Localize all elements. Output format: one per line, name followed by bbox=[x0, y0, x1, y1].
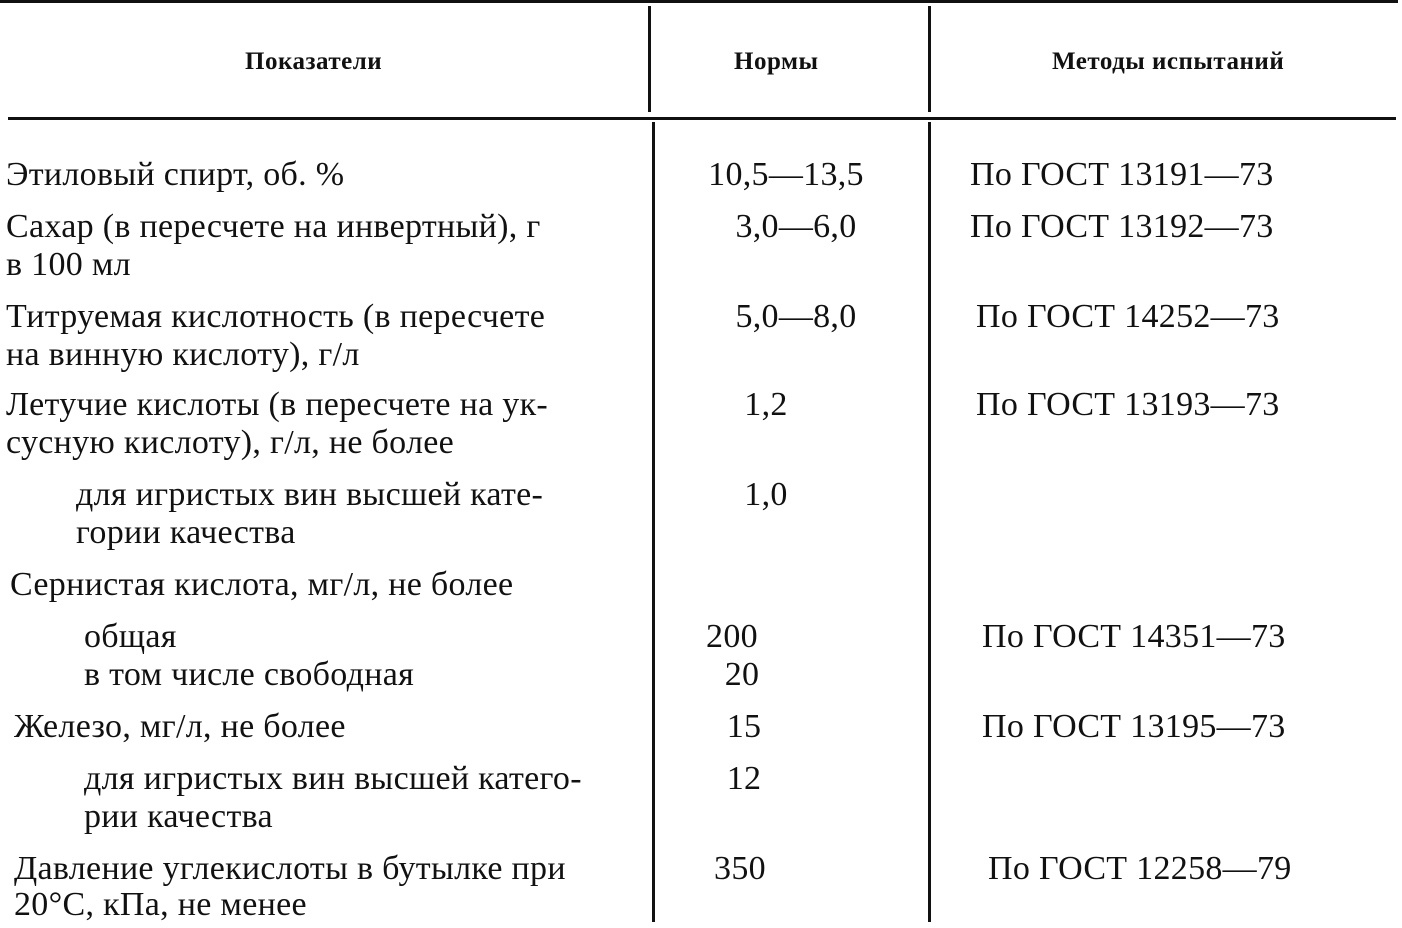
row-1-norm: 3,0—6,0 bbox=[735, 208, 857, 245]
row-0-indicator-line-1: Этиловый спирт, об. % bbox=[6, 156, 345, 193]
row-4-norm: 1,0 bbox=[744, 476, 788, 513]
header-norms: Нормы bbox=[734, 48, 819, 75]
row-5-indicator-line-1: Сернистая кислота, мг/л, не более bbox=[10, 566, 514, 603]
row-8-indicator-line-1: Железо, мг/л, не более bbox=[14, 708, 346, 745]
row-6-method: По ГОСТ 14351—73 bbox=[982, 618, 1286, 655]
row-9-indicator-line-2: рии качества bbox=[84, 798, 273, 835]
column-divider-2 bbox=[928, 122, 931, 922]
row-8-method: По ГОСТ 13195—73 bbox=[982, 708, 1286, 745]
row-2-norm: 5,0—8,0 bbox=[735, 298, 857, 335]
row-3-indicator-line-2: сусную кислоту), г/л, не более bbox=[6, 424, 455, 461]
row-4-indicator-line-2: гории качества bbox=[76, 514, 296, 551]
row-1-method: По ГОСТ 13192—73 bbox=[970, 208, 1274, 245]
row-7-norm: 20 bbox=[724, 656, 760, 693]
row-10-indicator-line-2: 20°С, кПа, не менее bbox=[14, 886, 307, 923]
row-1-indicator-line-1: Сахар (в пересчете на инвертный), г bbox=[6, 208, 541, 245]
row-3-norm: 1,2 bbox=[744, 386, 788, 423]
row-1-indicator-line-2: в 100 мл bbox=[6, 246, 131, 283]
row-10-method: По ГОСТ 12258—79 bbox=[988, 850, 1292, 887]
row-2-indicator-line-2: на винную кислоту), г/л bbox=[6, 336, 360, 373]
header-methods: Методы испытаний bbox=[1052, 48, 1285, 75]
row-6-indicator-line-1: общая bbox=[84, 618, 177, 655]
header-bottom-rule bbox=[8, 117, 1396, 120]
row-7-indicator-line-1: в том числе свободная bbox=[84, 656, 415, 693]
header-indicators: Показатели bbox=[245, 48, 383, 75]
row-6-norm: 200 bbox=[706, 618, 758, 655]
header-divider-2 bbox=[928, 6, 931, 112]
header-divider-1 bbox=[648, 6, 651, 112]
row-8-norm: 15 bbox=[726, 708, 762, 745]
row-10-indicator-line-1: Давление углекислоты в бутылке при bbox=[14, 850, 566, 887]
row-2-method: По ГОСТ 14252—73 bbox=[976, 298, 1280, 335]
row-9-indicator-line-1: для игристых вин высшей катего- bbox=[84, 760, 582, 797]
row-9-norm: 12 bbox=[726, 760, 762, 797]
column-divider-1 bbox=[652, 122, 655, 922]
row-3-indicator-line-1: Летучие кислоты (в пересчете на ук- bbox=[6, 386, 549, 423]
row-10-norm: 350 bbox=[714, 850, 766, 887]
table-top-rule bbox=[0, 0, 1398, 3]
row-2-indicator-line-1: Титруемая кислотность (в пересчете bbox=[6, 298, 546, 335]
row-0-method: По ГОСТ 13191—73 bbox=[970, 156, 1274, 193]
row-4-indicator-line-1: для игристых вин высшей кате- bbox=[76, 476, 544, 513]
row-0-norm: 10,5—13,5 bbox=[708, 156, 864, 193]
row-3-method: По ГОСТ 13193—73 bbox=[976, 386, 1280, 423]
